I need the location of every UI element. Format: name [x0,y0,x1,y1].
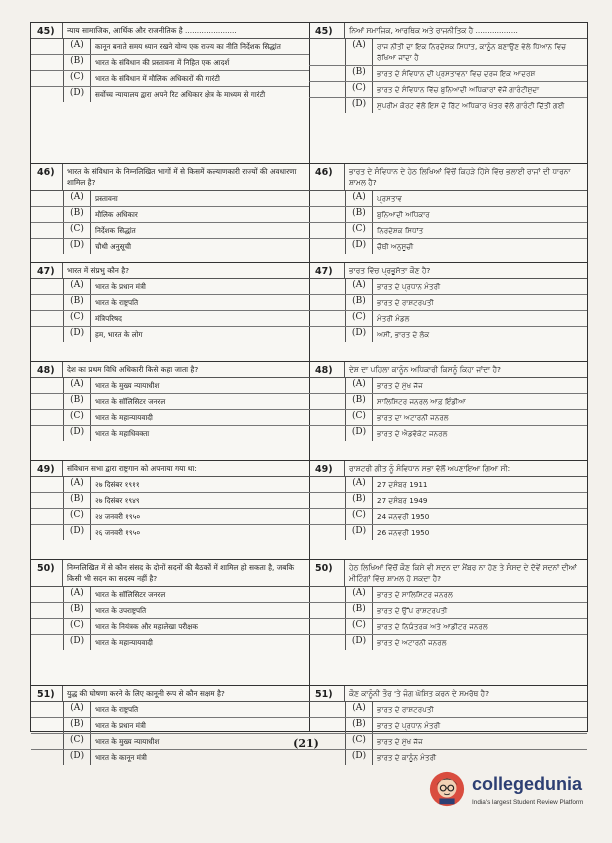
question-text: युद्ध की घोषणा करने के लिए कानूनी रूप से कौन सक्षम है? [67,689,225,698]
option-text: चौथी अनुसूची [95,242,131,251]
question-text: भारत के संविधान के निम्नलिखित भागों में से किसमें कल्याणकारी राज्यों की अवधारणा शामिल है? [67,167,297,187]
question-header [31,263,309,279]
option-label: (D) [345,426,373,441]
option-text: भारत के संविधान में मौलिक अधिकारों की गारंटी [95,74,220,83]
option-label: (A) [63,191,91,206]
question-text: संविधान सभा द्वारा राष्ट्रगान को अपनाया गया था: [67,464,197,473]
option-label: (A) [345,378,373,393]
answer-option [309,426,587,441]
option-text: ਭਾਰਤ ਦੇ ਪ੍ਰਧਾਨ ਮੰਤਰੀ [377,282,441,291]
answer-option [31,750,309,765]
question-text: ਹੇਠ ਲਿਖਿਆਂ ਵਿੱਚੋਂ ਕੌਣ ਕਿਸੇ ਵੀ ਸਦਨ ਦਾ ਮੈਂਬਰ ਨਾ ਹੋਣ ਤੇ ਸੰਸਦ ਦੇ ਦੋਵੇਂ ਸਦਨਾਂ ਦੀਆਂ ਮੀਟਿੰਗਾਂ ਵਿੱਚ ਸ਼ਾਮਲ ਹੋ ਸਕਦਾ ਹੈ? [349,563,577,583]
option-text: 26 ਜਨਵਰੀ 1950 [377,528,430,537]
question-text: ਭਾਰਤ ਦੇ ਸੰਵਿਧਾਨ ਦੇ ਹੇਠ ਲਿਖਿਆਂ ਵਿੱਚੋਂ ਕਿਹੜੇ ਹਿੱਸੇ ਵਿੱਚ ਭਲਾਈ ਰਾਜਾਂ ਦੀ ਧਾਰਨਾ ਸ਼ਾਮਲ ਹੈ? [349,167,571,187]
question-header [31,362,309,378]
option-label: (D) [63,525,91,540]
question-header [31,686,309,702]
answer-option [309,207,587,223]
option-text: ਭਾਰਤ ਦੇ ਸਾਲਿਸਿਟਰ ਜਨਰਲ [377,590,453,599]
option-label: (B) [63,55,91,70]
option-text: ਭਾਰਤ ਦੇ ਨਿਯੰਤਰਕ ਅਤੇ ਆਡੀਟਰ ਜਨਰਲ [377,622,488,631]
answer-option [309,525,587,540]
answer-option [31,426,309,441]
question-text: ਭਾਰਤ ਵਿੱਚ ਪ੍ਰਭੂਸੱਤਾ ਕੌਣ ਹੈ? [349,266,431,275]
option-text: ਭਾਰਤ ਦੇ ਪ੍ਰਧਾਨ ਮੰਤਰੀ [377,721,441,730]
question-number: 49) [309,461,345,476]
option-label: (C) [63,71,91,86]
answer-option [309,493,587,509]
option-label: (B) [63,718,91,733]
answer-option [31,295,309,311]
option-label: (A) [63,587,91,602]
answer-option [309,327,587,342]
option-text: निर्देशक सिद्धांत [95,226,136,235]
option-text: सर्वोच्च न्यायालय द्वारा अपने रिट अधिकार क्षेत्र के माध्यम से गारंटी [95,90,266,99]
answer-option [309,477,587,493]
option-label: (C) [345,734,373,749]
answer-option [31,191,309,207]
option-text: 27 ਦਸੰਬਰ 1949 [377,496,428,505]
question-number: 45) [31,23,63,38]
answer-option [31,311,309,327]
option-label: (B) [63,603,91,618]
option-text: भारत के मुख्य न्यायाधीश [95,381,160,390]
option-text: ਮੰਤਰੀ ਮੰਡਲ [377,314,410,323]
answer-option [31,587,309,603]
option-label: (D) [63,750,91,765]
option-label: (C) [63,410,91,425]
brand-footer [428,768,598,824]
answer-option [31,702,309,718]
option-text: प्रस्तावना [95,194,118,203]
option-label: (A) [345,587,373,602]
option-label: (A) [63,378,91,393]
option-label: (D) [345,635,373,650]
option-label: (D) [345,750,373,765]
option-text: ਭਾਰਤ ਦੇ ਐਡਵੋਕੇਟ ਜਨਰਲ [377,429,448,438]
option-text: भारत के सॉलिसिटर जनरल [95,590,166,599]
option-text: भारत के कानून मंत्री [95,753,147,762]
option-label: (A) [345,39,373,65]
option-text: ਭਾਰਤ ਦੇ ਰਾਸ਼ਟਰਪਤੀ [377,705,434,714]
answer-option [31,509,309,525]
option-text: भारत के नियंत्रक और महालेखा परीक्षक [95,622,198,631]
student-avatar-icon [428,770,466,808]
answer-option [309,702,587,718]
question-header [31,560,309,587]
answer-option [309,750,587,765]
question-text: न्याय सामाजिक, आर्थिक और राजनीतिक है ...................... [67,26,237,35]
option-text: भारत के महान्यायवादी [95,413,153,422]
question-block [309,23,587,164]
option-label: (C) [345,509,373,524]
question-block [309,164,587,263]
option-label: (A) [63,279,91,294]
question-number: 46) [309,164,345,190]
question-block [309,686,587,781]
answer-option [31,207,309,223]
option-text: भारत के सॉलिसिटर जनरल [95,397,166,406]
option-text: भारत के महान्यायवादी [95,638,153,647]
option-label: (C) [345,619,373,634]
question-number: 51) [31,686,63,701]
option-text: भारत के प्रधान मंत्री [95,721,146,730]
answer-option [31,635,309,650]
option-label: (C) [63,311,91,326]
option-label: (B) [345,207,373,222]
question-block [309,263,587,362]
answer-option [309,295,587,311]
option-text: 24 ਜਨਵਰੀ 1950 [377,512,430,521]
answer-option [309,635,587,650]
brand-name: collegedunia [472,774,583,794]
option-label: (C) [345,223,373,238]
question-block [309,560,587,686]
answer-option [31,87,309,102]
option-label: (A) [345,702,373,717]
answer-option [309,311,587,327]
question-text: ਕੌਣ ਕਾਨੂੰਨੀ ਤੌਰ 'ਤੇ ਜੰਗ ਘੋਸ਼ਿਤ ਕਰਨ ਦੇ ਸਮਰੱਥ ਹੈ? [349,689,490,698]
question-text: ਦੇਸ਼ ਦਾ ਪਹਿਲਾ ਕਾਨੂੰਨ ਅਧਿਕਾਰੀ ਕਿਸਨੂੰ ਕਿਹਾ ਜਾਂਦਾ ਹੈ? [349,365,501,374]
question-block [31,686,309,781]
question-number: 47) [31,263,63,278]
page-number: (21) [293,737,319,750]
option-label: (B) [345,66,373,81]
question-header [309,23,587,39]
option-text: भारत के उपराष्ट्रपति [95,606,147,615]
question-block [31,461,309,560]
question-text: निम्नलिखित में से कौन संसद के दोनों सदनों की बैठकों में शामिल हो सकता है, जबकि किसी भी सदन का सदस्य नहीं है? [67,563,295,583]
option-label: (A) [63,702,91,717]
option-text: मौलिक अधिकार [95,210,138,219]
option-label: (B) [63,295,91,310]
option-label: (B) [345,603,373,618]
answer-option [309,191,587,207]
question-block [31,560,309,686]
question-number: 46) [31,164,63,190]
option-text: ਭਾਰਤ ਦੇ ਕਾਨੂੰਨ ਮੰਤਰੀ [377,753,437,762]
question-block [309,461,587,560]
question-number: 48) [31,362,63,377]
answer-option [309,378,587,394]
option-text: ਭਾਰਤ ਦੇ ਮੁੱਖ ਜੱਜ [377,381,423,390]
answer-option [309,279,587,295]
option-label: (A) [345,191,373,206]
question-text: भारत में संप्रभु कौन है? [67,266,130,275]
option-label: (A) [345,477,373,492]
option-label: (B) [345,295,373,310]
option-text: ਨਿਰਦੇਸ਼ਕ ਸਿਧਾਂਤ [377,226,424,235]
question-block [31,23,309,164]
question-block [31,263,309,362]
option-text: भारत के संविधान की प्रस्तावना में निहित एक आदर्श [95,58,230,67]
option-text: ਸਾਲਿਸਿਟਰ ਜਨਰਲ ਆਫ਼ ਇੰਡੀਆ [377,397,466,406]
option-text: ਭਾਰਤ ਦੇ ਸੰਵਿਧਾਨ ਦੀ ਪ੍ਰਸਤਾਵਨਾ ਵਿਚ ਦਰਜ ਇਕ ਆਦਰਸ਼ [377,69,536,78]
question-number: 50) [31,560,63,586]
answer-option [309,66,587,82]
brand-tagline: India's largest Student Review Platform [472,799,584,806]
answer-option [309,39,587,66]
option-text: ਭਾਰਤ ਦੇ ਉੱਪ ਰਾਸ਼ਟਰਪਤੀ [377,606,448,615]
answer-option [31,239,309,254]
option-text: २४ जनवरी १९५० [95,512,141,521]
option-text: ਭਾਰਤ ਦੇ ਰਾਸ਼ਟਰਪਤੀ [377,298,434,307]
question-header [309,164,587,191]
question-header [31,164,309,191]
option-label: (B) [345,718,373,733]
answer-option [309,394,587,410]
answer-option [31,279,309,295]
question-number: 47) [309,263,345,278]
option-label: (D) [63,239,91,254]
option-text: ਰਾਜ ਨੀਤੀ ਦਾ ਇਕ ਨਿਰਦੇਸ਼ਕ ਸਿਧਾਂਤ, ਕਾਨੂੰਨ ਬਣਾਉਣ ਵੇਲੇ ਧਿਆਨ ਵਿਚ ਰੱਖਿਆ ਜਾਂਦਾ ਹੈ [377,42,567,62]
answer-option [31,410,309,426]
answer-option [309,410,587,426]
answer-option [309,82,587,98]
option-label: (C) [63,619,91,634]
question-header [309,362,587,378]
question-block [31,164,309,263]
option-text: ਚੌਥੀ ਅਨੁਸੂਚੀ [377,242,414,251]
question-header [31,23,309,39]
option-label: (D) [63,87,91,102]
question-number: 50) [309,560,345,586]
answer-option [31,378,309,394]
answer-option [31,603,309,619]
answer-option [31,394,309,410]
option-label: (B) [345,493,373,508]
option-text: हम, भारत के लोग [95,330,143,339]
option-label: (D) [345,98,373,113]
question-number: 48) [309,362,345,377]
answer-option [31,477,309,493]
question-text: देश का प्रथम विधि अधिकारी किसे कहा जाता है? [67,365,199,374]
option-label: (D) [345,525,373,540]
question-text: ਰਾਸ਼ਟਰੀ ਗੀਤ ਨੂੰ ਸੰਵਿਧਾਨ ਸਭਾ ਵੱਲੋਂ ਅਪਣਾਇਆ ਗਿਆ ਸੀ: [349,464,511,473]
option-text: ਭਾਰਤ ਦੇ ਮੁੱਖ ਜੱਜ [377,737,423,746]
option-label: (C) [345,410,373,425]
question-header [31,461,309,477]
punjabi-column [309,23,587,762]
option-text: २७ दिसंबर १९११ [95,480,140,489]
answer-option [309,223,587,239]
question-block [31,362,309,461]
question-header [309,461,587,477]
option-label: (C) [63,734,91,749]
answer-option [309,587,587,603]
option-text: कानून बनाते समय ध्यान रखने योग्य एक राज्य का नीति निर्देशक सिद्धांत [95,42,281,51]
option-text: २७ दिसंबर १९४९ [95,496,140,505]
option-label: (B) [63,493,91,508]
answer-option [31,493,309,509]
option-text: ਅਸੀਂ, ਭਾਰਤ ਦੇ ਲੋਕ [377,330,430,339]
option-text: ਭਾਰਤ ਦੇ ਸੰਵਿਧਾਨ ਵਿੱਚ ਬੁਨਿਆਦੀ ਅਧਿਕਾਰਾਂ ਵੱਜੋਂ ਗਾਰੰਟੀਸ਼ੁਦਾ [377,85,540,94]
option-text: ਸੁਪਰੀਮ ਕੋਰਟ ਵੱਲੋਂ ਇਸ ਦੇ ਰਿੱਟ ਅਧਿਕਾਰ ਖੇਤਰ ਵੱਲੋਂ ਗਾਰੰਟੀ ਦਿੱਤੀ ਗਈ [377,101,565,110]
question-header [309,560,587,587]
answer-option [31,718,309,734]
option-text: मंत्रिपरिषद [95,314,122,323]
answer-option [309,718,587,734]
question-header [309,686,587,702]
option-label: (C) [345,82,373,97]
option-text: २६ जनवरी १९५० [95,528,141,537]
answer-option [31,39,309,55]
option-label: (A) [345,279,373,294]
option-label: (B) [345,394,373,409]
option-text: 27 ਦਸੰਬਰ 1911 [377,480,428,489]
answer-option [309,239,587,254]
option-text: ਪ੍ਰਸਤਾਵ [377,194,403,203]
answer-option [309,98,587,113]
option-label: (B) [63,207,91,222]
option-label: (D) [63,635,91,650]
option-label: (C) [345,311,373,326]
option-label: (D) [345,327,373,342]
option-label: (D) [345,239,373,254]
question-number: 49) [31,461,63,476]
option-text: भारत के राष्ट्रपति [95,298,139,307]
question-number: 45) [309,23,345,38]
option-text: ਭਾਰਤ ਦੇ ਅਟਾਰਨੀ ਜਨਰਲ [377,638,447,647]
option-label: (B) [63,394,91,409]
question-number: 51) [309,686,345,701]
answer-option [31,619,309,635]
answer-option [309,603,587,619]
option-text: ਭਾਰਤ ਦਾ ਅਟਾਰਨੀ ਜਨਰਲ [377,413,449,422]
answer-option [31,55,309,71]
answer-option [309,509,587,525]
option-label: (C) [63,223,91,238]
option-text: भारत के मुख्य न्यायाधीश [95,737,160,746]
question-header [309,263,587,279]
option-text: ਬੁਨਿਆਦੀ ਅਧਿਕਾਰ [377,210,430,219]
option-label: (A) [63,39,91,54]
option-text: भारत के राष्ट्रपति [95,705,139,714]
question-block [309,362,587,461]
option-label: (D) [63,426,91,441]
answer-option [309,619,587,635]
answer-option [31,223,309,239]
option-text: भारत के महाधिवक्ता [95,429,150,438]
option-label: (D) [63,327,91,342]
option-label: (A) [63,477,91,492]
option-text: भारत के प्रधान मंत्री [95,282,146,291]
answer-option [31,71,309,87]
answer-option [31,525,309,540]
option-label: (C) [63,509,91,524]
question-text: ਨਿਆਂ ਸਮਾਜਿਕ, ਆਰਥਿਕ ਅਤੇ ਰਾਜਨੀਤਿਕ ਹੈ .................. [349,26,518,35]
answer-option [31,327,309,342]
